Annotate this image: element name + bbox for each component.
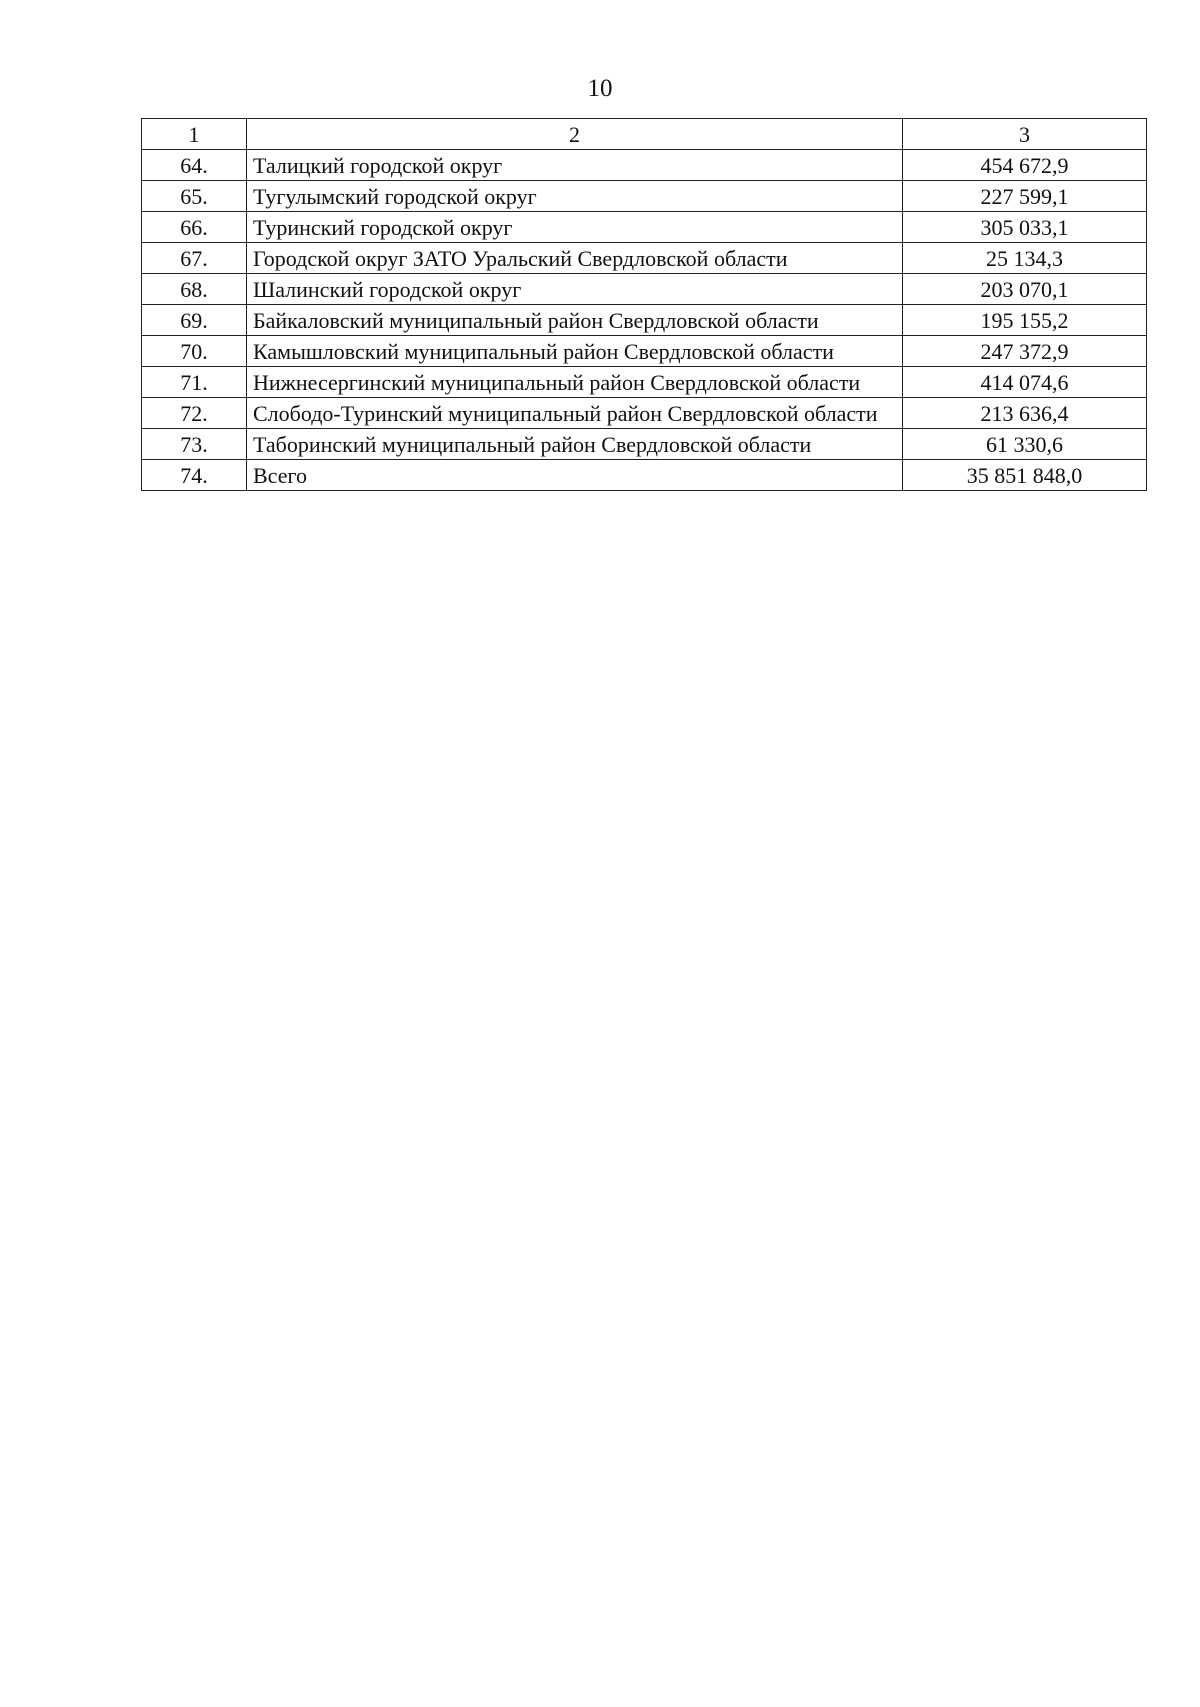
row-number: 68. [142, 274, 247, 305]
page-number: 10 [587, 75, 613, 102]
table-row [142, 181, 1147, 212]
row-name: Талицкий городской округ [247, 150, 903, 181]
row-name: Слободо-Туринский муниципальный район Свердловской области [247, 398, 903, 429]
row-name: Туринский городской округ [247, 212, 903, 243]
column-header-2: 2 [247, 119, 903, 150]
table-row [142, 212, 1147, 243]
table-row [142, 243, 1147, 274]
row-number: 64. [142, 150, 247, 181]
row-number: 72. [142, 398, 247, 429]
row-value: 195 155,2 [903, 305, 1147, 336]
row-name: Нижнесергинский муниципальный район Свердловской области [247, 367, 903, 398]
column-header-1: 1 [142, 119, 247, 150]
row-number: 65. [142, 181, 247, 212]
row-name: Байкаловский муниципальный район Свердловской области [247, 305, 903, 336]
row-value: 227 599,1 [903, 181, 1147, 212]
row-number: 70. [142, 336, 247, 367]
row-value: 61 330,6 [903, 429, 1147, 460]
table-row [142, 336, 1147, 367]
row-name: Таборинский муниципальный район Свердловской области [247, 429, 903, 460]
row-number: 71. [142, 367, 247, 398]
row-number: 74. [142, 460, 247, 491]
row-value: 203 070,1 [903, 274, 1147, 305]
column-header-3: 3 [903, 119, 1147, 150]
row-value: 35 851 848,0 [903, 460, 1147, 491]
table-row [142, 274, 1147, 305]
table-header-row [142, 119, 1147, 150]
table-row [142, 429, 1147, 460]
row-number: 66. [142, 212, 247, 243]
row-value: 25 134,3 [903, 243, 1147, 274]
row-name: Городской округ ЗАТО Уральский Свердловской области [247, 243, 903, 274]
row-value: 247 372,9 [903, 336, 1147, 367]
row-value: 414 074,6 [903, 367, 1147, 398]
row-name: Камышловский муниципальный район Свердловской области [247, 336, 903, 367]
data-table [141, 118, 1147, 491]
row-number: 73. [142, 429, 247, 460]
table-row [142, 150, 1147, 181]
row-name: Шалинский городской округ [247, 274, 903, 305]
table-row [142, 398, 1147, 429]
row-value: 305 033,1 [903, 212, 1147, 243]
row-name: Всего [247, 460, 903, 491]
table-row [142, 367, 1147, 398]
row-number: 69. [142, 305, 247, 336]
table-row [142, 305, 1147, 336]
row-value: 213 636,4 [903, 398, 1147, 429]
row-number: 67. [142, 243, 247, 274]
row-name: Тугулымский городской округ [247, 181, 903, 212]
table-row-total [142, 460, 1147, 491]
row-value: 454 672,9 [903, 150, 1147, 181]
